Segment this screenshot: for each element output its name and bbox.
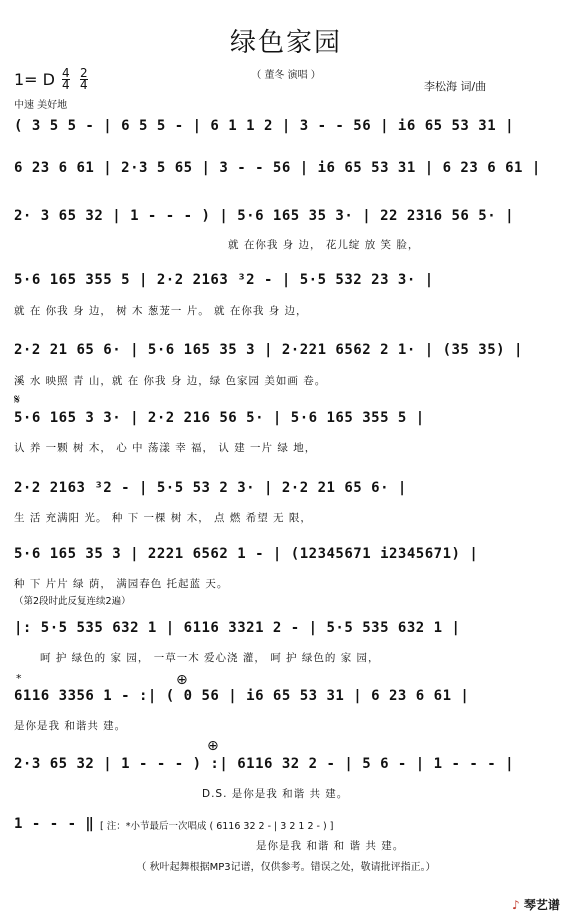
score-row-11-lyrics: D.S. 是你是我 和谐 共 建。 [202, 788, 349, 800]
score-row-11-notes: 2·3 65 32 | 1 - - - ) :| 6116 32 2 - | 5 6 - | 1 - - - | [14, 756, 515, 772]
score-row-9-lyrics: 呵 护 绿色的 家 园， 一草一木 爱心浇 灌， 呵 护 绿色的 家 园， [40, 652, 380, 664]
segno-icon: 𝄋 [14, 392, 21, 408]
score-row-1-notes: ( 3 5 5 - | 6 5 5 - | 6 1 1 2 | 3 - - 56 | i6 65 53 31 | [14, 118, 515, 134]
time-signature-4-4: $\frac{4}{4}$ [62, 66, 70, 92]
score-row-10-notes: 6116 3356 1 - :| ( 0 56 | i6 65 53 31 | 6 23 6 61 | [14, 688, 470, 704]
asterisk-mark: * [16, 672, 22, 685]
score-row-8-notes: 5·6 165 35 3 | 2221 6562 1 - | (12345671 i2345671) | [14, 546, 479, 562]
score-row-4-notes: 5·6 165 355 5 | 2·2 2163 ³2 - | 5·5 532 23 3· | [14, 272, 434, 288]
score-row-7-notes: 2·2 2163 ³2 - | 5·5 53 2 3· | 2·2 21 65 6· | [14, 480, 407, 496]
composer-credit: 李松海 词/曲 [424, 80, 487, 93]
score-row-3-notes: 2· 3 65 32 | 1 - - - ) | 5·6 165 35 3· | 22 2316 56 5· | [14, 208, 515, 224]
music-note-logo-icon: ♪ [512, 898, 520, 912]
tempo-marking: 中速 美好地 [14, 100, 68, 111]
score-row-8-lyrics: 种 下 片片 绿 荫， 满园春色 托起蓝 天。 [14, 578, 229, 590]
score-row-6-notes: 5·6 165 3 3· | 2·2 216 56 5· | 5·6 165 355 5 | [14, 410, 425, 426]
score-row-12-notes: 1 - - - ‖ [14, 816, 95, 832]
score-row-7-lyrics: 生 活 充满阳 光。 种 下 一棵 树 木， 点 燃 希望 无 限， [14, 512, 312, 524]
score-row-9-notes: |: 5·5 535 632 1 | 6116 3321 2 - | 5·5 535 632 1 | [14, 620, 461, 636]
time-signature-2-4: $\frac{2}{4}$ [80, 66, 88, 92]
coda-icon: ⊕ [176, 672, 188, 688]
singer-credit: （ 董冬 演唱 ） [251, 70, 321, 81]
score-row-5-notes: 2·2 21 65 6· | 5·6 165 35 3 | 2·221 6562 2 1· | (35 35) | [14, 342, 523, 358]
site-logo: ♪ 琴艺谱 [512, 898, 560, 912]
transcription-note: （ 秋叶起舞根据MP3记谱，仅供参考。错误之处，敬请批评指正。） [136, 862, 436, 873]
coda-icon-2: ⊕ [207, 738, 219, 754]
score-row-10-lyrics: 是你是我 和谐共 建。 [14, 720, 127, 732]
score-row-6-lyrics: 认 养 一颗 树 木， 心 中 荡漾 幸 福， 认 建 一片 绿 地， [14, 442, 317, 454]
score-row-12-lyrics: 是你是我 和谐 和 谐 共 建。 [256, 840, 405, 852]
score-row-4-lyrics: 就 在 你我 身 边， 树 木 葱茏一 片。 就 在你我 身 边， [14, 305, 308, 317]
final-ending-note: [ 注：*小节最后一次唱成 ( 6116 32 2 - | 3 2 1 2 - ) ] [100, 821, 334, 832]
song-title: 绿色家园 [229, 28, 342, 58]
repeat-instruction: （第2段时此反复连续2遍） [14, 596, 131, 607]
score-row-3-lyrics: 就 在你我 身 边， 花儿绽 放 笑 脸， [228, 239, 420, 251]
score-row-5-lyrics: 溪 水 映照 青 山，就 在 你我 身 边，绿 色家园 美如画 卷。 [14, 375, 327, 387]
score-row-2-notes: 6 23 6 61 | 2·3 5 65 | 3 - - 56 | i6 65 53 31 | 6 23 6 61 | [14, 160, 541, 176]
key-signature: 1= D [14, 70, 55, 89]
